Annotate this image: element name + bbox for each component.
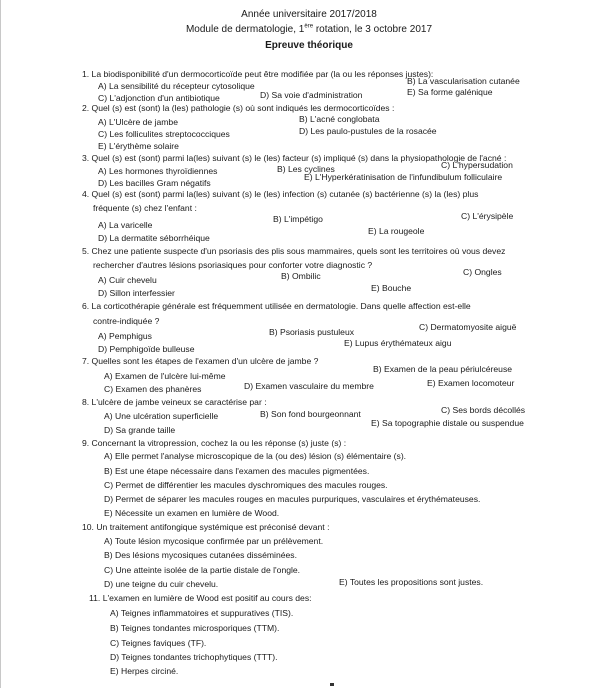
q6-option-c: C) Dermatomyosite aiguë xyxy=(419,322,517,332)
q11-option-d: D) Teignes tondantes trichophytiques (TTT). xyxy=(110,652,278,662)
q6-option-e: E) Lupus érythémateux aigu xyxy=(344,338,452,348)
q4-option-a: A) La varicelle xyxy=(98,220,153,230)
question-10-text: 10. Un traitement antifongique systémique est préconisé devant : xyxy=(82,522,330,532)
q9-option-c: C) Permet de différentier les macules dyschromiques des macules rouges. xyxy=(104,480,388,490)
module-line-start: Module de dermatologie, 1 xyxy=(185,24,305,35)
q3-option-e: E) L'Hyperkératinisation de l'infundibulum folliculaire xyxy=(304,172,503,182)
q4-option-d: D) La dermatite séborrhéique xyxy=(98,233,210,243)
q7-option-e: E) Examen locomoteur xyxy=(427,378,515,388)
q3-option-b: B) Les cyclines xyxy=(277,164,335,174)
q8-option-c: C) Ses bords décollés xyxy=(441,405,526,415)
q3-option-a: A) Les hormones thyroïdiennes xyxy=(98,166,218,176)
q6-option-d: D) Pemphigoïde bulleuse xyxy=(98,344,195,354)
q3-option-d: D) Les bacilles Gram négatifs xyxy=(98,178,211,188)
question-9-text: 9. Concernant la vitropression, cochez la ou les réponse (s) juste (s) : xyxy=(82,438,347,448)
question-6-text-line2: contre-indiquée ? xyxy=(93,316,160,326)
question-7-text: 7. Quelles sont les étapes de l'examen d'un ulcère de jambe ? xyxy=(82,356,319,366)
question-5-text-line1: 5. Chez une patiente suspecte d'un psoriasis des plis sous mammaires, quels sont les territoires où vous devez xyxy=(82,246,506,256)
question-1-text: 1. La biodisponibilité d'un dermocorticoïde peut être modifiée par (la ou les réponses justes): xyxy=(82,69,434,79)
question-4-text-line1: 4. Quel (s) est (sont) parmi la(les) suivant (s) le (les) infection (s) cutanée (s) bactérienne (s) la (les) plus xyxy=(82,189,479,199)
q5-option-c: C) Ongles xyxy=(463,267,502,277)
q8-option-a: A) Une ulcération superficielle xyxy=(104,411,219,421)
question-4-text-line2: fréquente (s) chez l'enfant : xyxy=(93,203,197,213)
q1-option-c: C) L'adjonction d'un antibiotique xyxy=(98,93,220,103)
question-11-text: 11. L'examen en lumière de Wood est positif au cours des: xyxy=(89,593,312,603)
question-5-text-line2: rechercher d'autres lésions psoriasiques pour conforter votre diagnostic ? xyxy=(93,260,373,270)
q7-option-a: A) Examen de l'ulcère lui-même xyxy=(104,371,226,381)
exam-title: Epreuve théorique xyxy=(265,40,353,51)
q9-option-e: E) Nécessite un examen en lumière de Wood. xyxy=(104,508,280,518)
question-2-text: 2. Quel (s) est (sont) la (les) pathologie (s) où sont indiqués les dermocorticoïdes : xyxy=(82,103,395,113)
q9-option-a: A) Elle permet l'analyse microscopique de la (ou des) lésion (s) élémentaire (s). xyxy=(104,451,407,461)
q5-option-b: B) Ombilic xyxy=(281,271,321,281)
q11-option-e: E) Herpes circiné. xyxy=(110,666,179,676)
q2-option-c: C) Les folliculites streptococciques xyxy=(98,129,230,139)
q7-option-c: C) Examen des phanères xyxy=(104,384,202,394)
q11-option-c: C) Teignes faviques (TF). xyxy=(110,638,207,648)
q6-option-a: A) Pemphigus xyxy=(98,331,152,341)
q2-option-d: D) Les paulo-pustules de la rosacée xyxy=(299,126,437,136)
module-line-end: rotation, le 3 octobre 2017 xyxy=(313,24,433,35)
q2-option-a: A) L'Ulcère de jambe xyxy=(98,117,178,127)
q10-option-e: E) Toutes les propositions sont justes. xyxy=(339,577,484,587)
q8-option-d: D) Sa grande taille xyxy=(104,425,176,435)
q9-option-b: B) Est une étape nécessaire dans l'examen des macules pigmentées. xyxy=(104,466,370,476)
q3-option-c: C) L'hypersudation xyxy=(441,160,513,170)
module-line xyxy=(1,24,616,35)
q1-option-b: B) La vascularisation cutanée xyxy=(407,76,520,86)
q4-option-b: B) L'impétigo xyxy=(273,214,323,224)
q10-option-d: D) une teigne du cuir chevelu. xyxy=(104,579,219,589)
q11-option-a: A) Teignes inflammatoires et suppuratives (TIS). xyxy=(110,608,294,618)
q8-option-b: B) Son fond bourgeonnant xyxy=(260,409,361,419)
question-8-text: 8. L'ulcère de jambe veineux se caractérise par : xyxy=(82,397,267,407)
q1-option-a: A) La sensibilité du récepteur cytosolique xyxy=(98,81,255,91)
q7-option-d: D) Examen vasculaire du membre xyxy=(244,381,374,391)
q10-option-b: B) Des lésions mycosiques cutanées disséminées. xyxy=(104,550,297,560)
module-line-sup: ère xyxy=(304,23,314,30)
q11-option-b: B) Teignes tondantes microsporiques (TTM). xyxy=(110,623,280,633)
q10-option-a: A) Toute lésion mycosique confirmée par un prélèvement. xyxy=(104,536,324,546)
q5-option-a: A) Cuir chevelu xyxy=(98,275,157,285)
q9-option-d: D) Permet de séparer les macules rouges en macules purpuriques, vasculaires et érythémateuses. xyxy=(104,494,481,504)
q10-option-c: C) Une atteinte isolée de la partie distale de l'ongle. xyxy=(104,565,301,575)
q4-option-c: C) L'érysipèle xyxy=(461,211,514,221)
question-6-text-line1: 6. La corticothérapie générale est fréquemment utilisée en dermatologie. Dans quelle affection est-elle xyxy=(82,301,471,311)
q5-option-e: E) Bouche xyxy=(371,283,412,293)
q1-option-e: E) Sa forme galénique xyxy=(407,87,493,97)
q2-option-b: B) L'acné conglobata xyxy=(299,114,380,124)
q1-option-d: D) Sa voie d'administration xyxy=(260,90,363,100)
q2-option-e: E) L'érythème solaire xyxy=(98,141,179,151)
page-mark xyxy=(330,683,334,686)
question-3-text: 3. Quel (s) est (sont) parmi la(les) suivant (s) le (les) facteur (s) impliqué (s) dans la physiopathologie de l'acné : xyxy=(82,153,507,163)
q6-option-b: B) Psoriasis pustuleux xyxy=(269,327,355,337)
q8-option-e: E) Sa topographie distale ou suspendue xyxy=(371,418,524,428)
q4-option-e: E) La rougeole xyxy=(368,226,425,236)
academic-year: Année universitaire 2017/2018 xyxy=(241,9,377,20)
q7-option-b: B) Examen de la peau périulcéreuse xyxy=(373,364,513,374)
q5-option-d: D) Sillon interfessier xyxy=(98,288,175,298)
